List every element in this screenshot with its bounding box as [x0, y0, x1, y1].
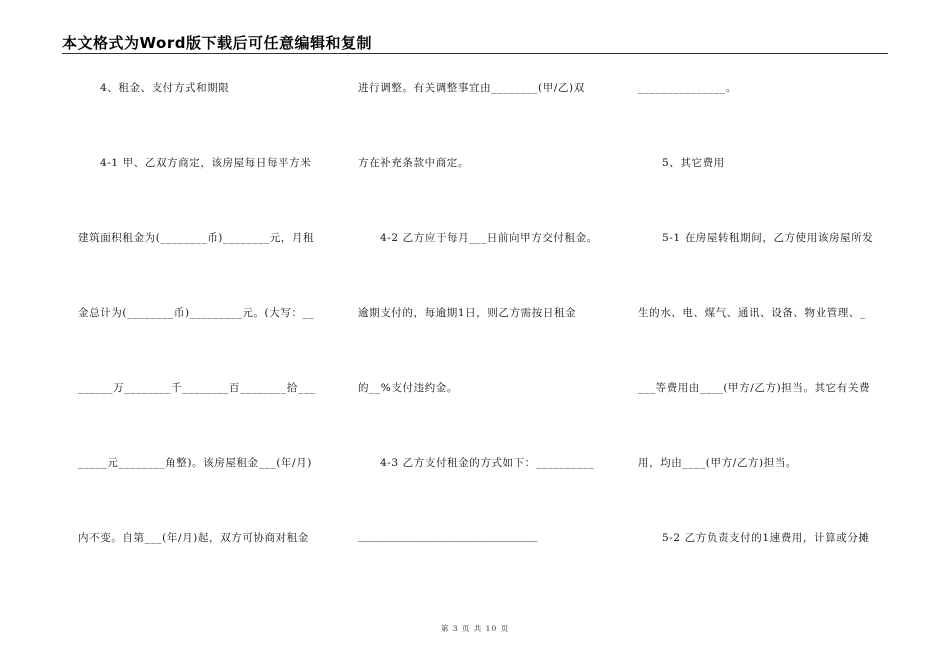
text-line: 的__%支付违约金。	[358, 382, 458, 394]
text-line: 5-1 在房屋转租期间，乙方使用该房屋所发	[662, 232, 874, 244]
text-line: ______万________千________百________拾___	[78, 382, 316, 394]
text-line: 内不变。自第___(年/月)起，双方可协商对租金	[78, 532, 309, 544]
text-line: _____元________角整)。该房屋租金___(年/月)	[78, 457, 312, 469]
text-line: 5-2 乙方负责支付的1速费用，计算或分摊	[662, 532, 870, 544]
text-line: 生的水、电、煤气、通讯、设备、物业管理、_	[638, 307, 866, 319]
text-line: ___等费用由____(甲方/乙方)担当。其它有关费	[638, 382, 871, 394]
text-line: 进行调整。有关调整事宜由________(甲/乙)双	[358, 82, 585, 94]
text-line: 逾期支付的，每逾期1日，则乙方需按日租金	[358, 307, 577, 319]
page-number: 第 3 页 共 10 页	[440, 624, 510, 633]
text-line: 4-1 甲、乙双方商定，该房屋每日每平方米	[100, 157, 312, 169]
text-line: 4、租金、支付方式和期限	[100, 82, 230, 94]
text-line: ___________________________________________	[358, 530, 537, 542]
document-header-title: 本文格式为Word版下载后可任意编辑和复制	[62, 34, 372, 52]
text-line: 用，均由____(甲方/乙方)担当。	[638, 457, 798, 469]
text-line: 建筑面积租金为(________币)________元，月租	[78, 232, 315, 244]
text-line: 4-2 乙方应于每月___日前向甲方交付租金。	[380, 232, 598, 244]
text-line: 金总计为(________币)_________元。(大写：__	[78, 307, 315, 319]
text-line: 5、其它费用	[662, 157, 725, 169]
text-line: 4-3 乙方支付租金的方式如下：__________	[380, 457, 595, 469]
text-line: 方在补充条款中商定。	[358, 157, 469, 169]
header-divider	[62, 53, 888, 54]
text-line: _______________。	[638, 82, 737, 94]
